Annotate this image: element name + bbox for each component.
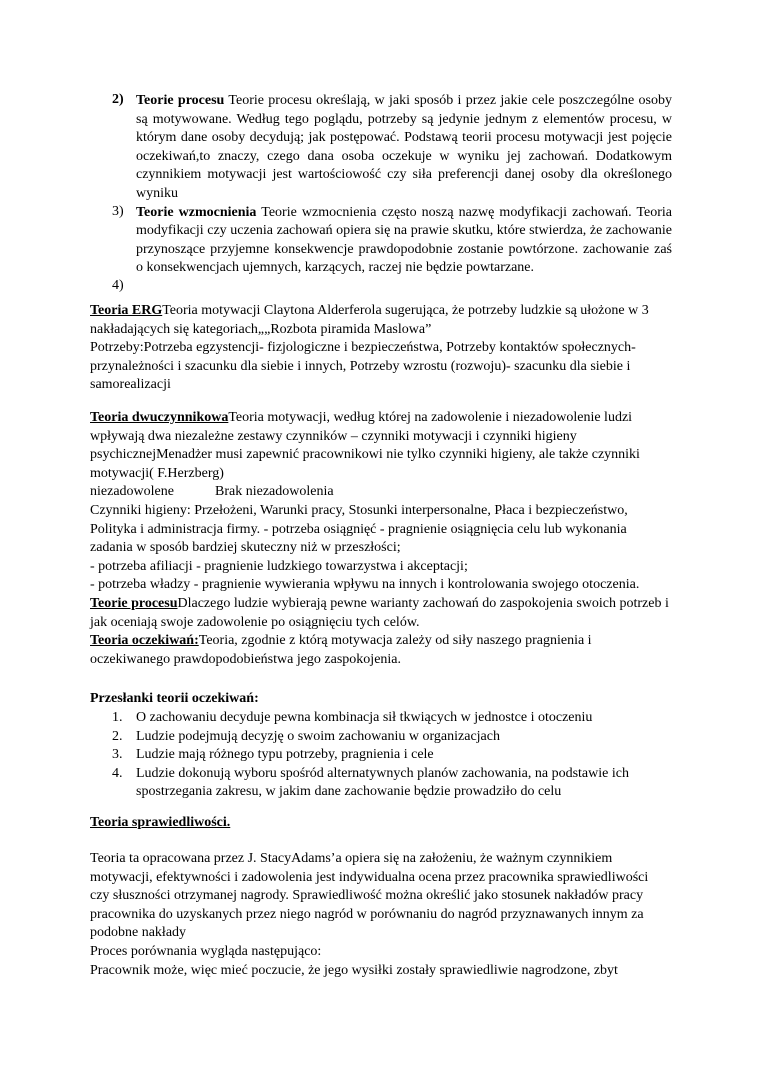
- process-theories-heading: Teorie procesu: [90, 595, 178, 611]
- numbered-theory-list: [112, 92, 672, 297]
- premises-list: [112, 709, 672, 802]
- list-number: 1.: [112, 710, 123, 725]
- affiliation-need: - potrzeba afiliacji - pragnienie ludzkiego towarzystwa i akceptacji;: [90, 558, 468, 574]
- process-theories-paragraph: [90, 595, 670, 632]
- equity-paragraph: Teoria ta opracowana przez J. StacyAdams’a opiera się na założeniu, że ważnym czynnikiem motywacji, efektywności i zadowolenia jest indywidualna ocena przez pracownika sprawiedliwości czy słuszności otrzymanej nagrody. Sprawiedliwość można określić jako stosunek nakładów pracy pracownika do uzyskanych przez niego nagród w porównaniu do nagród przyznawanych innym za podobne nakłady: [90, 851, 649, 941]
- comparison-text: Pracownik może, więc mieć poczucie, że jego wysiłki zostały sprawiedliwie nagrodzone, zbyt: [90, 962, 618, 978]
- list-item-body: [136, 204, 672, 278]
- list-item: [112, 765, 672, 802]
- erg-theory-section: [90, 302, 670, 395]
- comparison-intro: Proces porównania wygląda następująco:: [90, 943, 322, 959]
- column-left: niezadowolene: [90, 484, 174, 500]
- equity-heading: Teoria sprawiedliwości.: [90, 815, 231, 830]
- premises-heading: Przesłanki teorii oczekiwań:: [90, 691, 259, 706]
- erg-text: Teoria motywacji Claytona Alderferola sugerująca, że potrzeby ludzkie są ułożone w 3 nakładających się kategoriach„„Rozbota piramida Maslowa”: [90, 303, 649, 337]
- list-item-text: Ludzie dokonują wyboru spośród alternatywnych planów zachowania, na podstawie ich spostrzegania zakresu, w jakim dane zachowanie będzie prowadziło do celu: [136, 765, 629, 800]
- list-item-empty: [112, 278, 672, 297]
- process-theory-heading: Teorie procesu: [136, 93, 225, 108]
- reinforcement-theory-text: Teorie wzmocnienia często noszą nazwę modyfikacji zachowań. Teoria modyfikacji czy uczenia zachowań opiera się na prawie skutku, które stwierdza, że zachowanie przynoszące przyjemne konsekwencje prawdopodobnie zostanie powtórzone. zachowanie zaś o konsekwencjach ujemnych, karzących, raczej nie będzie powtarzane.: [136, 204, 672, 276]
- list-number: 2): [112, 92, 124, 107]
- list-item-body: [136, 92, 672, 204]
- equity-section: [90, 850, 670, 980]
- two-factor-section: [90, 409, 670, 669]
- erg-needs: Potrzeby:Potrzeba egzystencji- fizjologiczne i bezpieczeństwa, Potrzeby kontaktów społecznych- przynależności i szacunku dla siebie i innych, Potrzeby wzrostu (rozwoju)- szacunku dla siebie i samorealizacji: [90, 340, 636, 393]
- list-item-text: Ludzie podejmują decyzję o swoim zachowaniu w organizacjach: [136, 728, 500, 744]
- two-factor-heading: Teoria dwuczynnikowa: [90, 410, 229, 425]
- list-item-reinforcement-theory: [112, 204, 672, 278]
- erg-definition: [90, 302, 670, 339]
- reinforcement-theory-heading: Teorie wzmocnienia: [136, 204, 257, 220]
- list-number: 3): [112, 203, 124, 219]
- list-item-text: Ludzie mają różnego typu potrzeby, pragnienia i cele: [136, 747, 434, 763]
- list-item: [112, 746, 672, 765]
- expectancy-paragraph: [90, 632, 670, 669]
- two-factor-columns: [90, 483, 670, 502]
- process-theory-text: Teorie procesu określają, w jaki sposób i przez jakie cele poszczególne osoby są motywowane. Według tego poglądu, potrzeby są jedynie jednym z elementów procesu, w którym dane osoby decydują; jak postępować. Podstawą teorii procesu motywacji jest pojęcie oczekiwań,to znaczy, czego dana osoba oczekuje w wyniku jej zachowań. Dodatkowym czynnikiem motywacji jest wartościowość czy siła preferencji danej osoby dla określonego wyniku: [136, 93, 672, 201]
- expectancy-text: Teoria, zgodnie z którą motywacja zależy od siły naszego pragnienia i oczekiwanego prawdopodobieństwa jego zaspokojenia.: [90, 633, 592, 667]
- erg-heading: Teoria ERG: [90, 303, 163, 318]
- list-number: 3.: [112, 747, 123, 763]
- two-factor-text: Teoria motywacji, według której na zadowolenie i niezadowolenie ludzi wpływają dwa niezależne zestawy czynników – czynniki motywacji i czynniki higieny psychicznejMenadżer musi zapewnić pracownikowi nie tylko czynniki higieny, ale także czynniki motywacji( F.Herzberg): [90, 410, 640, 481]
- column-right: Brak niezadowolenia: [215, 484, 334, 500]
- list-number: 4): [112, 277, 124, 293]
- two-factor-definition: [90, 409, 670, 483]
- process-theories-text: Dlaczego ludzie wybierają pewne warianty zachowań do zaspokojenia swoich potrzeb i jak oceniają swoje zadowolenie po osiągnięciu tych celów.: [90, 595, 669, 630]
- hygiene-factors: Czynniki higieny: Przełożeni, Warunki pracy, Stosunki interpersonalne, Płaca i bezpieczeństwo, Polityka i administracja firmy. - potrzeba osiągnięć - pragnienie osiągnięcia celu lub wykonania zadania w sposób bardziej skuteczny niż w przeszłości;: [90, 502, 628, 556]
- power-need: - potrzeba władzy - pragnienie wywierania wpływu na innych i kontrolowania swojego otoczenia.: [90, 577, 640, 593]
- list-number: 4.: [112, 765, 123, 781]
- list-item: [112, 728, 672, 747]
- list-item-process-theory: [112, 92, 672, 204]
- list-item-text: O zachowaniu decyduje pewna kombinacja sił tkwiących w jednostce i otoczeniu: [136, 710, 593, 725]
- expectancy-heading: Teoria oczekiwań:: [90, 633, 199, 649]
- list-item: [112, 709, 672, 728]
- list-number: 2.: [112, 728, 123, 744]
